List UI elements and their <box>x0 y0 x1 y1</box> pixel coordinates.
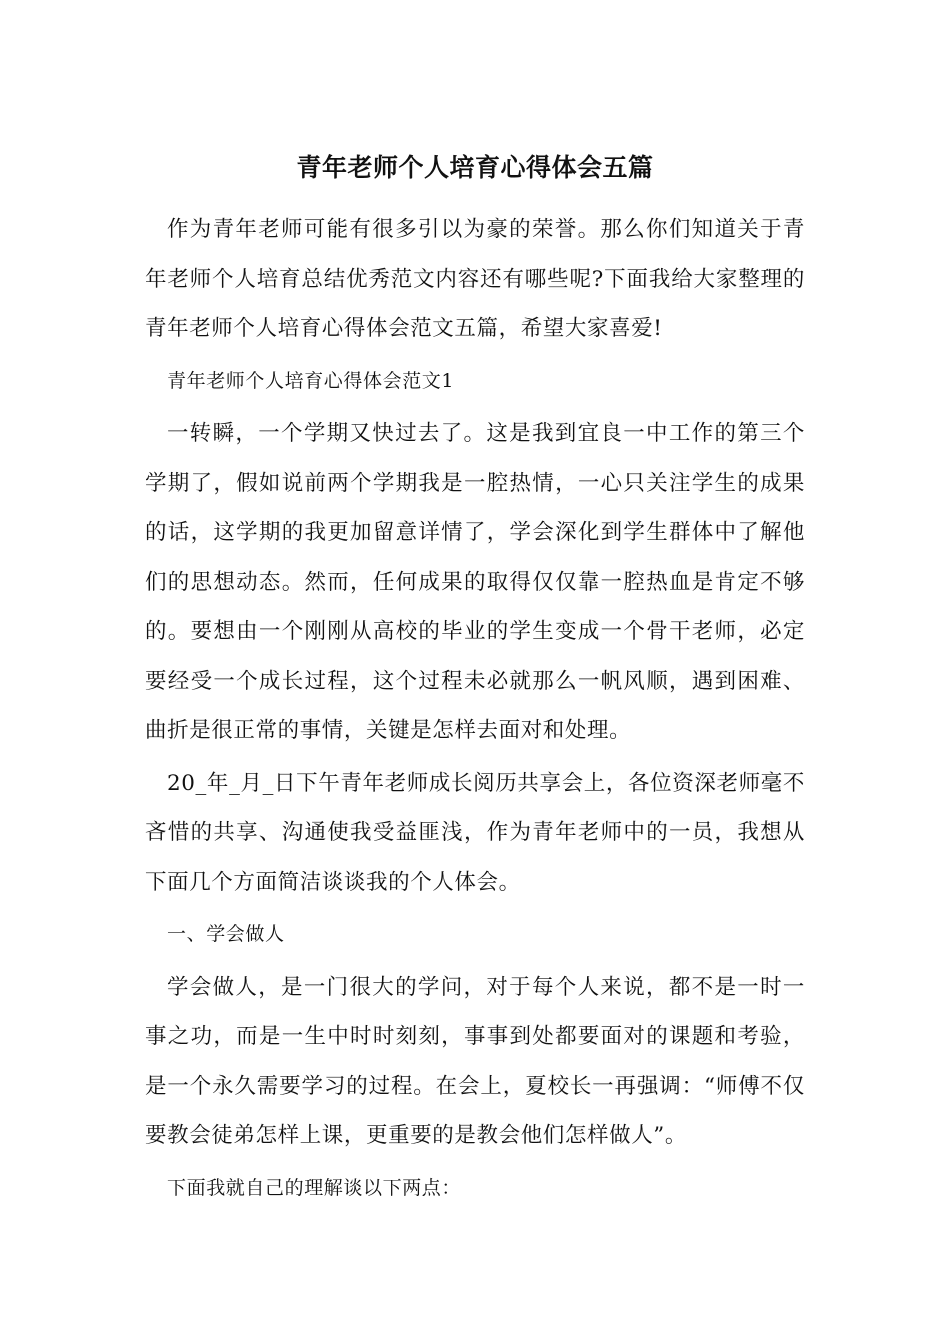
body-paragraph: 下面我就自己的理解谈以下两点： <box>167 1176 462 1199</box>
document-title: 青年老师个人培育心得体会五篇 <box>296 153 654 182</box>
section-heading-learn-to-be-person: 一、学会做人 <box>167 923 285 945</box>
document-body <box>145 205 805 1213</box>
intro-paragraph: 作为青年老师可能有很多引以为豪的荣誉。那么你们知道关于青年老师个人培育总结优秀范文内容还有哪些呢?下面我给大家整理的青年老师个人培育心得体会范文五篇，希望大家喜爱! <box>145 217 805 341</box>
body-paragraph: 20_年_月_日下午青年老师成长阅历共享会上，各位资深老师毫不吝惜的共享、沟通使我受益匪浅，作为青年老师中的一员，我想从下面几个方面简洁谈谈我的个人体会。 <box>145 770 805 895</box>
section-heading-sample-1: 青年老师个人培育心得体会范文1 <box>167 369 455 392</box>
body-paragraph: 一转瞬，一个学期又快过去了。这是我到宜良一中工作的第三个学期了，假如说前两个学期我是一腔热情，一心只关注学生的成果的话，这学期的我更加留意详情了，学会深化到学生群体中了解他们的思想动态。然而，任何成果的取得仅仅靠一腔热血是肯定不够的。要想由一个刚刚从高校的毕业的学生变成一个骨干老师，必定要经受一个成长过程，这个过程未必就那么一帆风顺，遇到困难、曲折是很正常的事情，关键是怎样去面对和处理。 <box>145 421 805 743</box>
body-paragraph: 学会做人，是一门很大的学问，对于每个人来说，都不是一时一事之功，而是一生中时时刻刻，事事到处都要面对的课题和考验，是一个永久需要学习的过程。在会上，夏校长一再强调：“师傅不仅要教会徒弟怎样上课，更重要的是教会他们怎样做人”。 <box>145 974 805 1148</box>
